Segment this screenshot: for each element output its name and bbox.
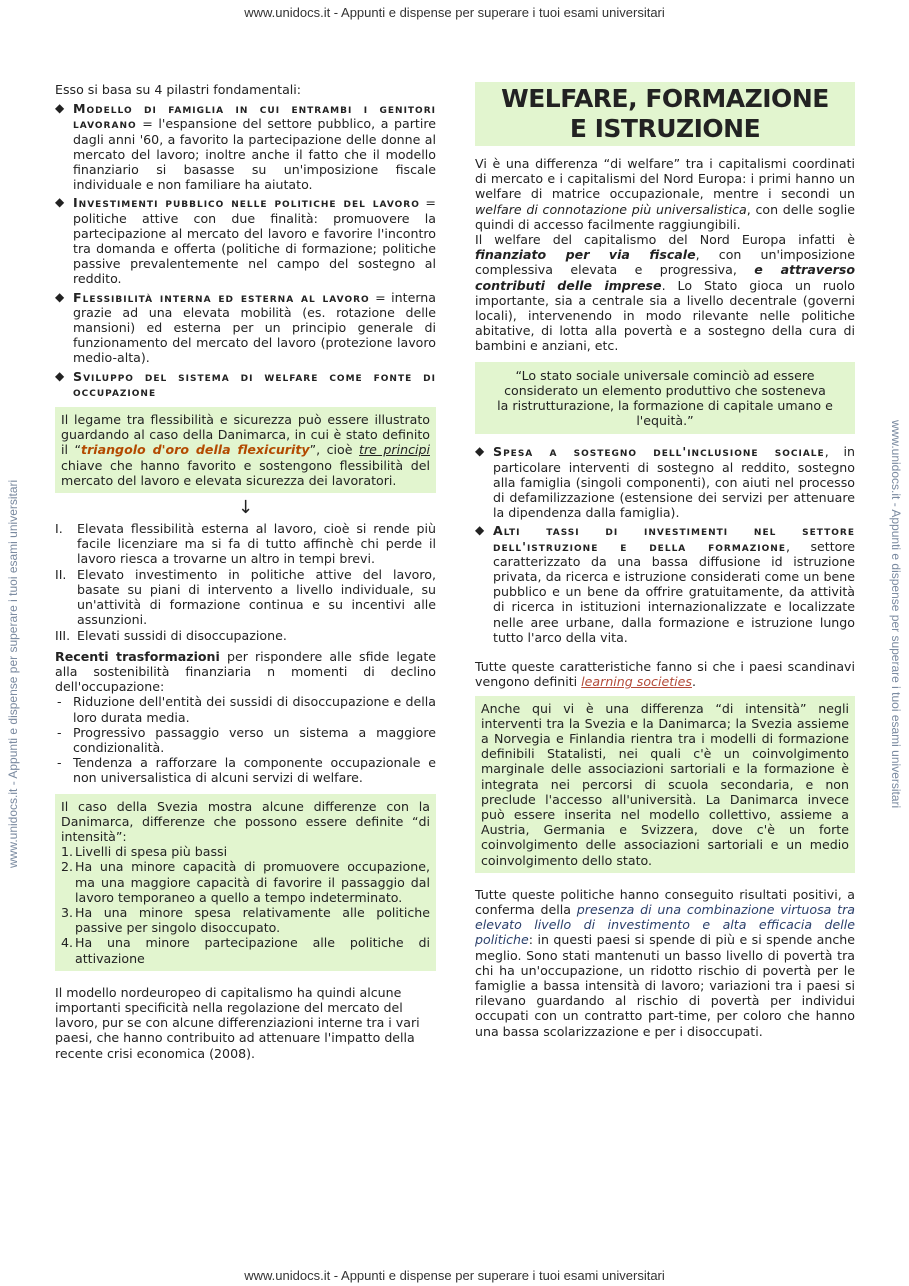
pillar-item: [55, 290, 436, 366]
intensity-box: [475, 696, 855, 873]
recent-item-text: Tendenza a rafforzare la componente occupazionale e non universalistica di alcuni servizi di welfare.: [73, 755, 436, 786]
flexicurity-term: triangolo d'oro della flexicurity: [81, 442, 310, 458]
welfare-bullet-text: , settore caratterizzato da una bassa diffusione id istruzione privata, da ricerca e istruzione considerati come un bene pubblico e un bene da offrire gratuitamente, da attività di ricerca in istituzioni internazionalizzate e localizzate nelle aree urbane, dalla formazione e istruzione lungo tutto l'arco della vita.: [493, 538, 855, 645]
learning-societies-term: learning societies: [581, 674, 692, 690]
dash-icon: -: [57, 755, 62, 771]
sweden-box: [55, 794, 436, 971]
financing-text-a: Il welfare del capitalismo del Nord Europa infatti è: [475, 232, 855, 248]
sweden-item-number: 3.: [61, 904, 74, 920]
learning-text: Tutte queste caratteristiche fanno si che i paesi scandinavi vengono definiti: [475, 659, 855, 690]
pillar-item: [55, 195, 436, 286]
pillar-title: Investimenti pubblico nelle politiche del lavoro: [73, 195, 420, 211]
principle-text: Elevati sussidi di disoccupazione.: [77, 627, 287, 643]
sweden-item-number: 4.: [61, 935, 74, 951]
quote-text: “Lo stato sociale universale cominciò ad essere considerato un elemento produttivo che sosteneva la ristrutturazione, la formazione di capitale umano e l'equità.”: [497, 367, 833, 429]
principle-text: Elevata flessibilità esterna al lavoro, cioè si rende più facile licenziare ma si fa di tutto affinchè chi perde il lavoro riesca a trovarne un altro in tempi brevi.: [77, 521, 436, 567]
principle-number: II.: [55, 566, 67, 582]
welfare-bullet: [475, 523, 855, 645]
sweden-item-number: 1.: [61, 844, 74, 860]
watermark-right: www.unidocs.it - Appunti e dispense per superare i tuoi esami universitari: [889, 420, 903, 809]
recent-title: Recenti trasformazioni: [55, 648, 220, 664]
flexicurity-text-a: Il legame tra flessibilità e sicurezza può essere illustrato guardando al caso della Danimarca, in cui è stato definito il “: [61, 412, 430, 458]
flexicurity-underlined: tre principi: [359, 442, 430, 458]
closing-paragraph: Il modello nordeuropeo di capitalismo ha quindi alcune importanti specificità nella regolazione del mercato del lavoro, pur se con alcune differenziazioni interne tra i vari paesi, che hanno contribuito ad attenuare l'impatto della recente crisi economica (2008).: [55, 984, 420, 1061]
welfare-bullet-title: Alti tassi di investimenti nel settore dell'istruzione e della formazione: [493, 523, 855, 554]
results-paragraph: [475, 887, 855, 1039]
pillar-title: Sviluppo del sistema di welfare come fonte di occupazione: [73, 368, 436, 399]
pillars-intro: Esso si basa su 4 pilastri fondamentali:: [55, 82, 302, 97]
welfare-text-b: , con delle soglie quindi di accesso facilmente raggiungibili.: [475, 201, 856, 232]
sweden-item-text: Livelli di spesa più bassi: [75, 844, 228, 860]
financing-text-c: . Lo Stato gioca un ruolo importante, sia a centrale sia a livello decentrale (governi locali), intervenendo in modo rilevante nelle politiche abitative, di lotta alla povertà e a sostegno della cura di bambini e anziani, etc.: [475, 277, 855, 354]
watermark-top: www.unidocs.it - Appunti e dispense per superare i tuoi esami universitari: [244, 5, 665, 20]
financing-bold-1: finanziato per via fiscale: [475, 247, 696, 263]
sweden-item: [61, 905, 430, 935]
welfare-bullet: [475, 444, 855, 520]
section-title: [475, 82, 855, 146]
recent-item: [55, 694, 436, 724]
section-title-line2: E ISTRUZIONE: [569, 114, 761, 143]
welfare-paragraph: [475, 156, 855, 232]
pillar-text: = politiche attive con due finalità: promuovere la partecipazione al mercato del lavoro e favorire l'incontro tra domanda e offerta (politiche di formazione; politiche passive prevalentemente nel campo del sostegno al reddito.: [73, 195, 436, 287]
diamond-icon: ◆: [55, 368, 65, 383]
diamond-icon: ◆: [55, 289, 65, 304]
results-text-a: Tutte queste politiche hanno conseguito risultati positivi, a conferma della: [475, 886, 855, 917]
principle-item: [55, 521, 436, 567]
financing-bold-2: e attraverso contributi delle imprese: [475, 262, 855, 293]
right-column: [475, 82, 855, 1039]
sweden-intro: Il caso della Svezia mostra alcune differenze con la Danimarca, differenze che possono essere definite “di intensità”:: [61, 798, 430, 844]
welfare-bullet-text: , in particolare interventi di sostegno al reddito, sostegno alla famiglia (singoli componenti), con aiuti nel processo di defamilizzazione (estensione dei servizi per attenuare la dipendenza dalla famiglia).: [493, 444, 855, 521]
recent-item: [55, 725, 436, 755]
pillar-title: Modello di famiglia in cui entrambi i genitori lavorano: [73, 101, 436, 132]
intensity-text: Anche qui vi è una differenza “di intensità” negli interventi tra la Svezia e la Danimarca; la Svezia assieme a Norvegia e Finlandia rientra tra i modelli di formazione definibili Statalisti, nei quali c'è un coinvolgimento marginale delle associazioni sartoriali e la formazione è integrata nei percorsi di scuola secondaria, e non preclude l'accesso all'università. La Danimarca invece può essere inserita nel modello collettivo, assieme a Austria, Germania e Svizzera, dove c'è un forte coinvolgimento delle associazioni sartoriali e un medio coinvolgimento dello stato.: [481, 700, 849, 868]
sweden-item-text: Ha una minore spesa relativamente alle politiche passive per singolo disoccupato.: [75, 904, 430, 936]
pillar-item: [55, 369, 436, 399]
diamond-icon: ◆: [55, 195, 65, 210]
learning-paragraph: [475, 659, 855, 689]
watermark-left: www.unidocs.it - Appunti e dispense per superare i tuoi esami universitari: [6, 479, 20, 868]
welfare-bullet-title: Spesa a sostegno dell'inclusione sociale: [493, 444, 825, 460]
diamond-icon: ◆: [475, 523, 485, 538]
principle-item: [55, 567, 436, 628]
flexicurity-box: [55, 407, 436, 493]
sweden-item: [61, 935, 430, 965]
pillar-item: [55, 101, 436, 192]
arrow-down-icon: ↓: [237, 497, 254, 519]
pillar-text: = l'espansione del settore pubblico, a partire dagli anni '60, a favorito la partecipazione delle donne al mercato del lavoro; inoltre anche il fatto che il modello finanziario si basasse su un'imposizione fiscale individuale e non familiare ha aiutato.: [73, 116, 436, 193]
learning-end: .: [691, 674, 696, 690]
financing-text-b: , con un'imposizione complessiva elevata e progressiva,: [475, 247, 855, 278]
quote-box: [475, 362, 855, 435]
watermark-bottom: www.unidocs.it - Appunti e dispense per superare i tuoi esami universitari: [244, 1268, 665, 1283]
flexicurity-text-b: ”, cioè: [309, 442, 360, 458]
recent-transformations: [55, 649, 436, 695]
diamond-icon: ◆: [475, 444, 485, 459]
recent-item: [55, 755, 436, 785]
sweden-item-text: Ha una minore capacità di promuovere occupazione, ma una maggiore capacità di favorire il passaggio dal lavoro temporaneo a quello a tempo indeterminato.: [75, 859, 430, 905]
left-column: [55, 82, 436, 1061]
section-title-line1: WELFARE, FORMAZIONE: [501, 84, 829, 113]
results-italic: presenza di una combinazione virtuosa tra elevato livello di investimento e alta efficacia delle politiche: [475, 901, 855, 948]
recent-item-text: Progressivo passaggio verso un sistema a maggiore condizionalità.: [73, 724, 436, 755]
welfare-italic: welfare di connotazione più universalistica: [475, 201, 747, 217]
sweden-item-text: Ha una minore partecipazione alle politiche di attivazione: [75, 935, 430, 966]
results-text-b: : in questi paesi si spende di più e si spende anche meglio. Sono stati mantenuti un basso livello di povertà tra chi ha un'occupazione, un ridotto rischio di povertà per le famiglie a bassa intensità di lavoro; variazioni tra i paesi si rilevano guardando al rischio di povertà per individui occupati con un contratto part-time, per coloro che hanno una bassa scolarizzazione e per i disoccupati.: [475, 932, 855, 1039]
welfare-text-a: Vi è una differenza “di welfare” tra i capitalismi coordinati di mercato e i capitalismi del Nord Europa: i primi hanno un welfare di matrice occupazionale, mentre i secondi un: [475, 156, 855, 202]
recent-item-text: Riduzione dell'entità dei sussidi di disoccupazione e della loro durata media.: [73, 694, 436, 725]
principle-number: I.: [55, 521, 63, 537]
sweden-item-number: 2.: [61, 859, 74, 875]
sweden-item: [61, 844, 430, 859]
pillar-title: Flessibilità interna ed esterna al lavoro: [73, 289, 370, 305]
flexicurity-text-c: chiave che hanno favorito e sostengono flessibilità del mercato del lavoro e elevata sicurezza dei lavoratori.: [61, 457, 430, 488]
dash-icon: -: [57, 694, 62, 710]
pillar-text: = interna grazie ad una elevata mobilità (es. rotazione delle mansioni) ed esterna per un principio generale di funzionamento del mercato del lavoro (protezione lavoro medio-alta).: [73, 289, 436, 366]
recent-text: per rispondere alle sfide legate alla sostenibilità finanziaria n momenti di declino dell'occupazione:: [55, 648, 437, 695]
principle-item: [55, 628, 436, 643]
principle-number: III.: [55, 627, 71, 643]
principle-text: Elevato investimento in politiche attive del lavoro, basate su piani di intervento a livello individuale, su un'attività di formazione continua e su incentivi alle assunzioni.: [77, 566, 436, 628]
financing-paragraph: [475, 232, 855, 354]
dash-icon: -: [57, 724, 62, 740]
diamond-icon: ◆: [55, 101, 65, 116]
sweden-item: [61, 859, 430, 905]
